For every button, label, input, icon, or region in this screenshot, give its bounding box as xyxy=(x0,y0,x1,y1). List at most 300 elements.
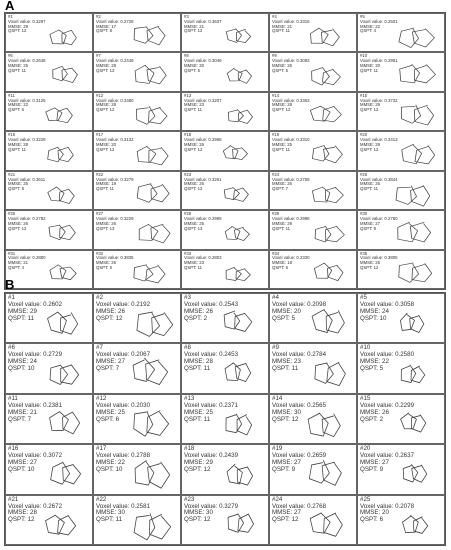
cell-num: #5 xyxy=(360,294,367,301)
cell-qspt: QSPT: 12 xyxy=(8,225,27,231)
pentagon-drawing-icon xyxy=(358,14,444,51)
panel-a-cell xyxy=(357,92,445,131)
pentagon-right-stroke xyxy=(147,67,166,85)
panel-a-cell xyxy=(269,171,357,210)
cell-mmse: MMSE: 29 xyxy=(184,459,213,467)
cell-voxel: Voxel value: 0.2439 xyxy=(184,452,239,460)
panel-b-cell xyxy=(269,293,357,343)
cell-num: #22 xyxy=(96,171,104,177)
cell-voxel: Voxel value: 0.2659 xyxy=(272,452,327,460)
cell-voxel: Voxel value: 0.2330 xyxy=(272,255,310,261)
pentagon-left-stroke xyxy=(226,414,242,432)
pentagon-left-stroke xyxy=(226,29,241,43)
pentagon-drawing-icon xyxy=(94,211,180,248)
panel-b-cell xyxy=(269,343,357,393)
cell-qspt: QSPT: 11 xyxy=(8,314,35,322)
pentagon-drawing-icon xyxy=(6,445,92,493)
pentagon-drawing-icon xyxy=(358,445,444,493)
cell-qspt: QSPT: 13 xyxy=(96,67,115,73)
cell-mmse: MMSE: 18 xyxy=(272,260,293,266)
pentagon-left-stroke xyxy=(315,363,333,383)
cell-voxel: Voxel value: 0.2995 xyxy=(184,215,222,221)
cell-num: #6 xyxy=(8,53,13,59)
cell-num: #17 xyxy=(96,445,107,453)
cell-mmse: MMSE: 25 xyxy=(184,408,213,416)
panel-b-cell xyxy=(5,394,93,444)
cell-qspt: QSPT: 12 xyxy=(96,146,115,152)
cell-num: #27 xyxy=(96,211,104,217)
cell-mmse: MMSE: 26 xyxy=(184,181,205,187)
pentagon-left-stroke xyxy=(312,146,329,161)
pentagon-left-stroke xyxy=(401,365,416,383)
cell-num: #8 xyxy=(184,344,191,352)
pentagon-drawing-icon xyxy=(6,14,92,51)
pentagon-right-stroke xyxy=(324,513,343,536)
panel-a-cell xyxy=(269,250,357,289)
cell-voxel: Voxel value: 0.2453 xyxy=(184,351,239,359)
cell-qspt: QSPT: 11 xyxy=(184,365,211,373)
pentagon-right-stroke xyxy=(62,69,77,83)
panel-b-cell xyxy=(357,444,445,494)
cell-mmse: MMSE: 27 xyxy=(272,509,301,517)
cell-qspt: QSPT: 12 xyxy=(272,516,299,524)
cell-qspt: QSPT: 13 xyxy=(184,225,203,231)
cell-qspt: QSPT: 12 xyxy=(184,516,211,524)
cell-voxel: Voxel value: 0.2067 xyxy=(96,351,151,359)
cell-mmse: MMSE: 26 xyxy=(360,408,389,416)
pentagon-right-stroke xyxy=(148,462,170,488)
pentagon-drawing-icon xyxy=(94,53,180,90)
pentagon-right-stroke xyxy=(415,65,436,83)
cell-num: #23 xyxy=(184,495,195,503)
pentagon-drawing-icon xyxy=(270,14,356,51)
cell-num: #3 xyxy=(184,14,189,19)
cell-num: #2 xyxy=(96,14,101,19)
panel-a-cell xyxy=(93,92,181,131)
cell-mmse: MMSE: 22 xyxy=(360,23,381,29)
cell-voxel: Voxel value: 0.2968 xyxy=(184,137,222,143)
pentagon-drawing-icon xyxy=(182,132,268,169)
panel-a-cell xyxy=(357,210,445,249)
cell-num: #4 xyxy=(272,14,277,19)
pentagon-right-stroke xyxy=(410,222,430,242)
pentagon-drawing-icon xyxy=(6,344,92,392)
pentagon-drawing-icon xyxy=(358,53,444,90)
cell-mmse: MMSE: 20 xyxy=(360,509,389,517)
cell-voxel: Voxel value: 0.3207 xyxy=(184,97,222,103)
cell-voxel: Voxel value: 0.2981 xyxy=(360,58,398,64)
cell-voxel: Voxel value: 0.3279 xyxy=(184,502,239,510)
pentagon-left-stroke xyxy=(310,513,330,533)
cell-voxel: Voxel value: 0.2648 xyxy=(8,58,46,64)
cell-mmse: MMSE: 22 xyxy=(96,459,125,467)
pentagon-left-stroke xyxy=(312,309,332,332)
panel-b-cell xyxy=(181,495,269,545)
cell-voxel: Voxel value: 0.3835 xyxy=(96,255,134,261)
cell-num: #13 xyxy=(184,394,195,402)
cell-mmse: MMSE: 29 xyxy=(360,102,381,108)
panel-a-cell xyxy=(93,52,181,91)
pentagon-left-stroke xyxy=(136,106,155,124)
panel-b-cell xyxy=(5,444,93,494)
cell-voxel: Voxel value: 0.3261 xyxy=(184,176,222,182)
pentagon-right-stroke xyxy=(411,185,430,206)
cell-mmse: MMSE: 25 xyxy=(96,408,125,416)
pentagon-right-stroke xyxy=(151,224,170,243)
pentagon-right-stroke xyxy=(412,29,434,47)
cell-mmse: MMSE: 20 xyxy=(96,141,117,147)
pentagon-drawing-icon xyxy=(182,211,268,248)
cell-qspt: QSPT: 10 xyxy=(8,466,35,473)
cell-num: #19 xyxy=(272,132,280,138)
cell-mmse: MMSE: 29 xyxy=(8,23,29,29)
cell-voxel: Voxel value: 0.3732 xyxy=(360,97,398,103)
cell-qspt: QSPT: 12 xyxy=(184,186,203,192)
cell-qspt: QSPT: 11 xyxy=(184,265,203,270)
panel-b-cell xyxy=(93,495,181,545)
pentagon-left-stroke xyxy=(401,105,420,123)
panel-b-cell xyxy=(269,394,357,444)
pentagon-left-stroke xyxy=(402,144,422,164)
cell-qspt: QSPT: 11 xyxy=(272,365,299,373)
cell-qspt: QSPT: 7 xyxy=(96,365,120,373)
cell-num: #19 xyxy=(272,445,283,453)
pentagon-right-stroke xyxy=(322,414,340,436)
pentagon-drawing-icon xyxy=(358,294,444,342)
pentagon-left-stroke xyxy=(50,264,66,278)
cell-voxel: Voxel value: 0.3133 xyxy=(96,137,134,143)
cell-mmse: MMSE: 30 xyxy=(184,509,213,517)
panel-b-cell xyxy=(5,293,93,343)
cell-mmse: MMSE: 20 xyxy=(184,63,205,69)
cell-qspt: QSPT: 12 xyxy=(272,107,291,113)
pentagon-left-stroke xyxy=(133,358,155,381)
cell-voxel: Voxel value: 0.3480 xyxy=(96,97,134,103)
cell-num: #16 xyxy=(8,445,19,453)
cell-qspt: QSPT: 10 xyxy=(360,314,387,322)
pentagon-right-stroke xyxy=(235,364,250,382)
cell-num: #11 xyxy=(8,92,15,98)
pentagon-drawing-icon xyxy=(6,132,92,169)
cell-mmse: MMSE: 26 xyxy=(184,307,213,315)
cell-num: #7 xyxy=(96,53,101,59)
panel-a-cell xyxy=(181,131,269,170)
cell-voxel: Voxel value: 0.2449 xyxy=(96,58,134,64)
panel-a-cell xyxy=(269,52,357,91)
cell-mmse: MMSE: 25 xyxy=(272,141,293,147)
cell-mmse: MMSE: 20 xyxy=(360,63,381,69)
pentagon-left-stroke xyxy=(46,515,65,534)
pentagon-drawing-icon xyxy=(358,344,444,392)
cell-mmse: MMSE: 26 xyxy=(184,141,205,147)
cell-mmse: MMSE: 27 xyxy=(272,459,301,467)
panel-b-cell xyxy=(5,495,93,545)
panel-a-cell xyxy=(269,13,357,52)
panel-a-cell xyxy=(269,92,357,131)
pentagon-drawing-icon xyxy=(6,496,92,544)
cell-voxel: Voxel value: 0.2729 xyxy=(8,351,63,359)
cell-num: #24 xyxy=(272,495,283,503)
panel-a-cell xyxy=(5,250,93,289)
panel-a-cell xyxy=(357,171,445,210)
pentagon-left-stroke xyxy=(224,187,239,199)
cell-voxel: Voxel value: 0.3072 xyxy=(8,452,63,460)
cell-voxel: Voxel value: 0.3279 xyxy=(96,176,134,182)
panel-a-cell xyxy=(5,52,93,91)
cell-qspt: QSPT: 12 xyxy=(360,146,379,152)
cell-qspt: QSPT: 5 xyxy=(272,314,296,322)
panel-b-cell xyxy=(181,444,269,494)
cell-qspt: QSPT: 11 xyxy=(360,186,379,192)
pentagon-right-stroke xyxy=(411,415,425,432)
cell-qspt: QSPT: 4 xyxy=(8,265,24,270)
pentagon-drawing-icon xyxy=(358,93,444,130)
cell-num: #9 xyxy=(272,53,277,59)
pentagon-drawing-icon xyxy=(94,344,180,392)
panel-a-cell xyxy=(181,250,269,289)
cell-mmse: MMSE: 26 xyxy=(96,307,125,315)
cell-num: #31 xyxy=(8,250,16,256)
pentagon-left-stroke xyxy=(134,513,155,539)
pentagon-drawing-icon xyxy=(182,53,268,90)
panel-b-cell xyxy=(93,444,181,494)
pentagon-drawing-icon xyxy=(94,132,180,169)
cell-voxel: Voxel value: 0.3125 xyxy=(8,97,46,103)
pentagon-left-stroke xyxy=(134,264,153,280)
pentagon-right-stroke xyxy=(63,465,81,484)
cell-qspt: QSPT: 2 xyxy=(184,314,208,322)
pentagon-right-stroke xyxy=(238,514,254,532)
cell-mmse: MMSE: 27 xyxy=(360,220,381,226)
cell-mmse: MMSE: 28 xyxy=(272,102,293,108)
cell-voxel: Voxel value: 0.2998 xyxy=(272,215,310,221)
pentagon-drawing-icon xyxy=(94,14,180,51)
pentagon-left-stroke xyxy=(400,65,420,83)
cell-num: #33 xyxy=(184,250,192,256)
cell-num: #15 xyxy=(360,394,371,402)
cell-num: #14 xyxy=(272,394,283,402)
cell-qspt: QSPT: 6 xyxy=(96,415,120,423)
cell-mmse: MMSE: 28 xyxy=(96,63,117,69)
cell-mmse: MMSE: 21 xyxy=(272,23,293,29)
cell-mmse: MMSE: 17 xyxy=(96,23,117,29)
pentagon-drawing-icon xyxy=(358,172,444,209)
cell-voxel: Voxel value: 0.3363 xyxy=(272,97,310,103)
cell-voxel: Voxel value: 0.2788 xyxy=(96,452,151,460)
cell-mmse: MMSE: 20 xyxy=(272,307,301,315)
cell-voxel: Voxel value: 0.2501 xyxy=(360,18,398,24)
cell-qspt: QSPT: 12 xyxy=(8,516,35,524)
cell-num: #3 xyxy=(184,294,191,301)
cell-num: #25 xyxy=(360,171,368,177)
pentagon-right-stroke xyxy=(325,187,343,202)
pentagon-drawing-icon xyxy=(270,251,356,288)
panel-b-cell xyxy=(357,495,445,545)
cell-qspt: QSPT: 4 xyxy=(360,28,376,34)
pentagon-left-stroke xyxy=(226,267,241,280)
cell-mmse: MMSE: 26 xyxy=(360,181,381,187)
cell-num: #10 xyxy=(360,53,368,59)
panel-a-cell xyxy=(5,13,93,52)
pentagon-right-stroke xyxy=(234,227,249,240)
pentagon-drawing-icon xyxy=(270,93,356,130)
pentagon-left-stroke xyxy=(228,109,243,121)
pentagon-drawing-icon xyxy=(6,53,92,90)
pentagon-drawing-icon xyxy=(358,132,444,169)
cell-mmse: MMSE: 26 xyxy=(96,220,117,226)
pentagon-right-stroke xyxy=(58,148,73,162)
pentagon-left-stroke xyxy=(135,66,154,84)
cell-mmse: MMSE: 26 xyxy=(272,63,293,69)
pentagon-left-stroke xyxy=(53,67,68,82)
pentagon-right-stroke xyxy=(60,225,76,239)
cell-num: #7 xyxy=(96,344,103,352)
cell-num: #12 xyxy=(96,92,104,98)
pentagon-right-stroke xyxy=(236,268,250,280)
pentagon-right-stroke xyxy=(61,365,79,384)
panel-a-cell xyxy=(93,13,181,52)
pentagon-drawing-icon xyxy=(358,395,444,443)
pentagon-left-stroke xyxy=(399,263,419,282)
pentagon-right-stroke xyxy=(152,313,173,336)
pentagon-left-stroke xyxy=(228,513,243,532)
cell-voxel: Voxel value: 0.3058 xyxy=(360,300,415,308)
cell-qspt: QSPT: 12 xyxy=(184,146,203,152)
pentagon-left-stroke xyxy=(403,515,419,532)
pentagon-left-stroke xyxy=(309,461,329,484)
cell-mmse: MMSE: 30 xyxy=(96,509,125,517)
cell-qspt: QSPT: 12 xyxy=(96,107,115,113)
cell-mmse: MMSE: 25 xyxy=(184,220,205,226)
pentagon-left-stroke xyxy=(135,461,154,485)
cell-num: #20 xyxy=(360,445,371,453)
cell-qspt: QSPT: 13 xyxy=(96,225,115,231)
cell-num: #24 xyxy=(272,171,280,177)
panel-a-cell xyxy=(357,131,445,170)
pentagon-right-stroke xyxy=(235,313,252,331)
pentagon-drawing-icon xyxy=(6,294,92,342)
pentagon-drawing-icon xyxy=(94,496,180,544)
panel-a-cell xyxy=(5,171,93,210)
pentagon-right-stroke xyxy=(238,70,251,84)
pentagon-right-stroke xyxy=(151,184,169,202)
cell-qspt: QSPT: 11 xyxy=(184,107,203,113)
cell-voxel: Voxel value: 0.2759 xyxy=(272,176,310,182)
cell-voxel: Voxel value: 0.3049 xyxy=(184,58,222,64)
panel-b-cell xyxy=(269,444,357,494)
pentagon-drawing-icon xyxy=(182,395,268,443)
cell-num: #18 xyxy=(184,132,192,138)
pentagon-drawing-icon xyxy=(94,294,180,342)
cell-num: #23 xyxy=(184,171,192,177)
pentagon-drawing-icon xyxy=(182,172,268,209)
cell-mmse: MMSE: 22 xyxy=(360,358,389,366)
cell-num: #10 xyxy=(360,344,371,352)
pentagon-drawing-icon xyxy=(94,395,180,443)
pentagon-drawing-icon xyxy=(270,211,356,248)
cell-num: #12 xyxy=(96,394,107,402)
panel-a-grid xyxy=(4,12,446,290)
panel-b-cell xyxy=(93,293,181,343)
cell-voxel: Voxel value: 0.2803 xyxy=(184,255,222,261)
pentagon-right-stroke xyxy=(147,26,165,45)
pentagon-drawing-icon xyxy=(182,344,268,392)
pentagon-right-stroke xyxy=(327,265,343,280)
pentagon-drawing-icon xyxy=(94,251,180,288)
cell-num: #34 xyxy=(272,250,280,256)
cell-qspt: QSPT: 12 xyxy=(272,415,299,423)
cell-voxel: Voxel value: 0.3805 xyxy=(360,255,398,261)
panel-a-cell xyxy=(357,13,445,52)
panel-b-cell xyxy=(5,343,93,393)
pentagon-right-stroke xyxy=(326,311,344,333)
pentagon-drawing-icon xyxy=(6,172,92,209)
cell-qspt: QSPT: 9 xyxy=(360,225,376,231)
pentagon-drawing-icon xyxy=(94,93,180,130)
cell-voxel: Voxel value: 0.3316 xyxy=(272,18,310,24)
cell-mmse: MMSE: 25 xyxy=(8,181,29,187)
panel-a-cell xyxy=(93,131,181,170)
pentagon-right-stroke xyxy=(410,315,424,332)
cell-mmse: MMSE: 28 xyxy=(96,102,117,108)
pentagon-right-stroke xyxy=(63,412,80,434)
panel-b-grid xyxy=(4,292,446,546)
panel-b-cell xyxy=(269,495,357,545)
cell-qspt: QSPT: 11 xyxy=(184,415,211,423)
pentagon-right-stroke xyxy=(150,514,171,539)
pentagon-left-stroke xyxy=(46,108,62,121)
cell-qspt: QSPT: 12 xyxy=(184,466,211,473)
cell-qspt: QSPT: 12 xyxy=(8,28,27,34)
pentagon-right-stroke xyxy=(146,360,168,385)
cell-mmse: MMSE: 23 xyxy=(184,102,205,108)
cell-mmse: MMSE: 27 xyxy=(96,358,125,366)
pentagon-right-stroke xyxy=(60,267,76,280)
cell-mmse: MMSE: 27 xyxy=(8,459,37,467)
cell-qspt: QSPT: 8 xyxy=(96,28,112,34)
pentagon-left-stroke xyxy=(311,28,329,43)
pentagon-drawing-icon xyxy=(6,211,92,248)
cell-num: #13 xyxy=(184,92,192,98)
pentagon-drawing-icon xyxy=(270,496,356,544)
panel-a-cell xyxy=(357,52,445,91)
cell-num: #20 xyxy=(360,132,368,138)
cell-num: #9 xyxy=(272,344,279,352)
cell-num: #16 xyxy=(8,132,16,138)
pentagon-left-stroke xyxy=(225,363,240,381)
cell-mmse: MMSE: 21 xyxy=(8,260,29,266)
cell-num: #5 xyxy=(360,14,365,19)
cell-voxel: Voxel value: 0.2728 xyxy=(96,18,134,24)
cell-num: #21 xyxy=(8,495,19,503)
pentagon-right-stroke xyxy=(323,146,342,163)
cell-voxel: Voxel value: 0.2580 xyxy=(360,351,415,359)
cell-voxel: Voxel value: 0.3083 xyxy=(272,58,310,64)
cell-qspt: QSPT: 6 xyxy=(360,516,384,524)
cell-voxel: Voxel value: 0.3637 xyxy=(184,18,222,24)
cell-voxel: Voxel value: 0.2637 xyxy=(360,452,415,460)
pentagon-drawing-icon xyxy=(182,294,268,342)
cell-mmse: MMSE: 23 xyxy=(272,358,301,366)
cell-voxel: Voxel value: 0.2543 xyxy=(184,300,239,308)
cell-qspt: QSPT: 11 xyxy=(8,67,27,73)
pentagon-right-stroke xyxy=(146,265,165,283)
pentagon-drawing-icon xyxy=(6,395,92,443)
cell-num: #35 xyxy=(360,250,368,256)
cell-qspt: QSPT: 11 xyxy=(272,225,291,231)
cell-qspt: QSPT: 11 xyxy=(96,516,123,524)
pentagon-right-stroke xyxy=(237,414,252,434)
